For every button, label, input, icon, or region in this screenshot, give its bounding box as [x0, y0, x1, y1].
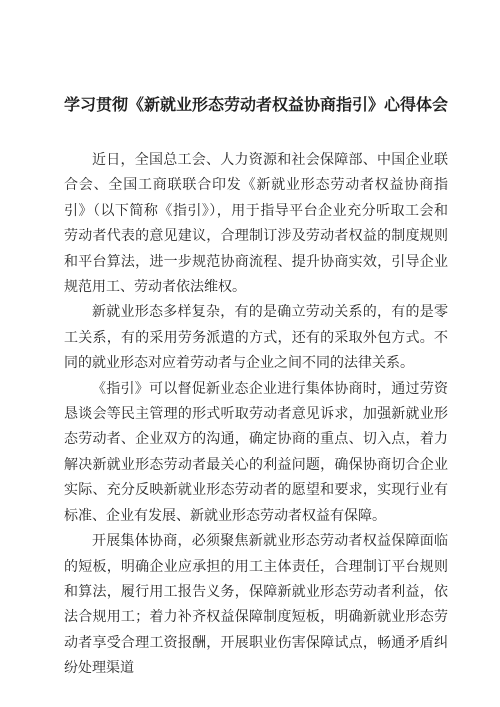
paragraph-1: 近日，全国总工会、人力资源和社会保障部、中国企业联合会、全国工商联联合印发《新就业形态劳动者权益协商指引》（以下简称《指引》），用于指导平台企业充分听取工会和劳动者代表的意见建议，合理制订涉及劳动者权益的制度规则和平台算法，进一步规范协商流程、提升协商实效，引导企业规范用工、劳动者依法维权。 [64, 152, 448, 296]
paragraph-2: 新就业形态多样复杂，有的是确立劳动关系的，有的是零工关系，有的采用劳务派遣的方式，还有的采取外包方式。不同的就业形态对应着劳动者与企业之间不同的法律关系。 [64, 304, 448, 372]
paragraph-3: 《指引》可以督促新业态企业进行集体协商时，通过劳资恳谈会等民主管理的形式听取劳动者意见诉求，加强新就业形态劳动者、企业双方的沟通，确定协商的重点、切入点，着力解决新就业形态劳动者最关心的利益问题，确保协商切合企业实际、充分反映新就业形态劳动者的愿望和要求，实现行业有标准、企业有发展、新就业形态劳动者权益有保障。 [64, 380, 448, 524]
document-title: 学习贯彻《新就业形态劳动者权益协商指引》心得体会 [64, 95, 449, 114]
document-body [64, 148, 448, 682]
paragraph-4: 开展集体协商，必须聚焦新就业形态劳动者权益保障面临的短板，明确企业应承担的用工主体责任，合理制订平台规则和算法，履行用工报告义务，保障新就业形态劳动者利益，依法合规用工；着力补齐权益保障制度短板，明确新就业形态劳动者享受合理工资报酬，开展职业伤害保障试点，畅通矛盾纠纷处理渠道 [64, 533, 448, 677]
